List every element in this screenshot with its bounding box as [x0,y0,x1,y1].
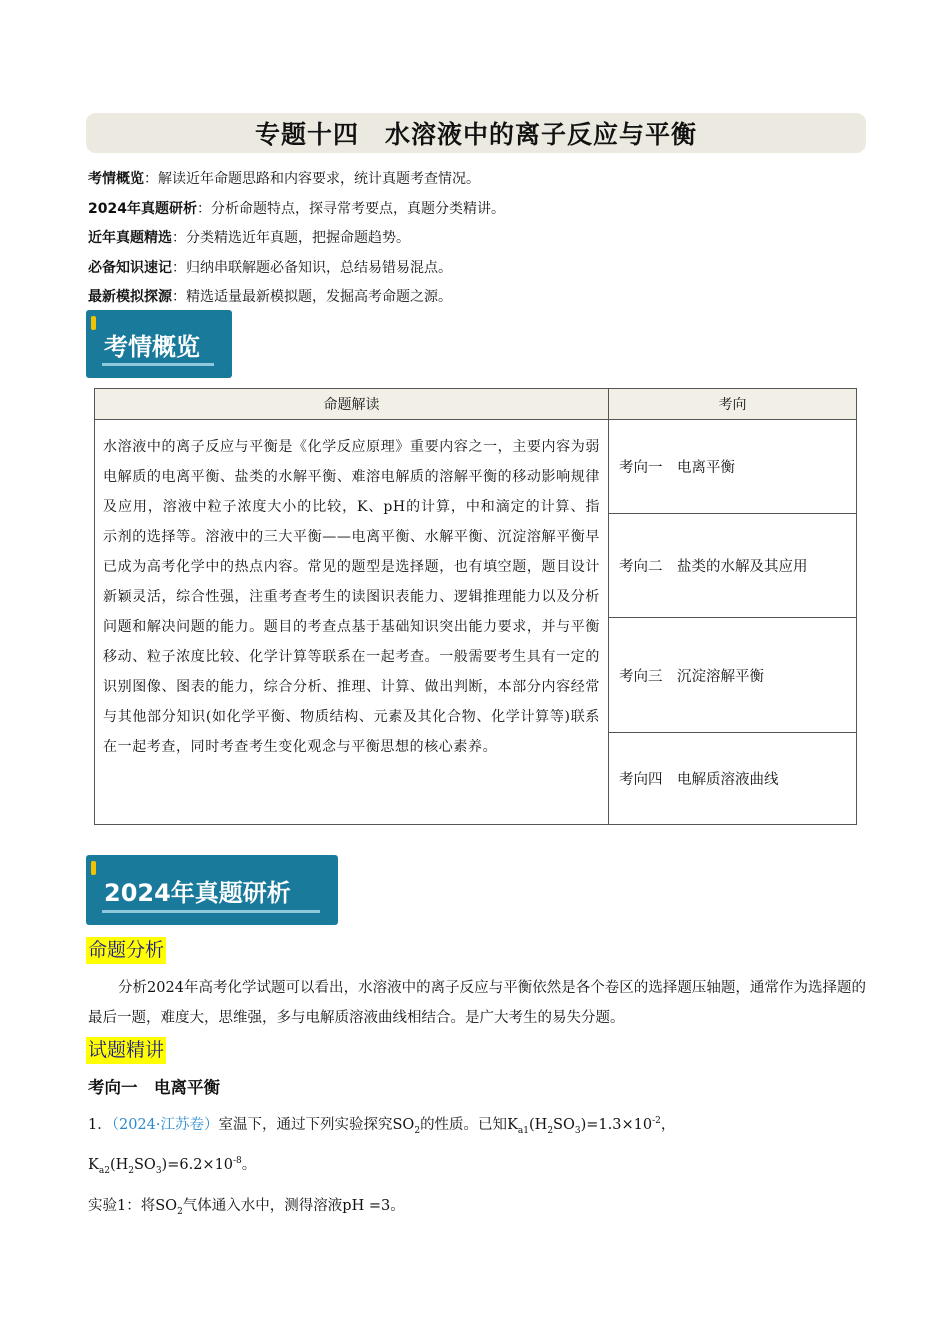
intro-item [88,165,868,195]
intro-item [88,224,868,254]
intro-label: 2024年真题研析 [88,200,197,217]
question-text: 的性质。已知 [420,1117,508,1133]
formula-text: SO [553,1117,575,1133]
subscript: a2 [98,1165,110,1176]
subscript: 2 [128,1165,134,1176]
analysis-tag: 命题分析 [86,937,166,964]
subscript: a1 [517,1125,529,1136]
intro-label: 必备知识速记 [88,259,172,276]
badge-accent [91,861,96,875]
subscript: 2 [414,1125,421,1136]
superscript: -8 [233,1156,242,1167]
formula-text: (H [529,1117,548,1133]
lecture-tag: 试题精讲 [86,1037,166,1064]
page-title: 专题十四 水溶液中的离子反应与平衡 [254,120,697,149]
direction-cell: 考向四 电解质溶液曲线 [609,733,857,825]
intro-item [88,195,868,225]
badge-label: 考情概览 [104,332,200,361]
punctuation: 。 [241,1157,257,1173]
analysis-paragraph: 分析2024年高考化学试题可以看出，水溶液中的离子反应与平衡依然是各个卷区的选择题压轴题，通常作为选择题的最后一题，难度大，思维强，多与电解质溶液曲线相结合。是广大考生的易失分题。 [88,980,866,1026]
subscript: 3 [574,1125,581,1136]
experiment-text: 实验1：将 [88,1198,156,1214]
subheading: 考向一 电离平衡 [88,1078,220,1097]
formula-text: SO [133,1157,156,1173]
experiment-1 [88,1194,405,1217]
intro-list [88,165,868,313]
subscript: 2 [177,1206,183,1217]
formula-text: (H [109,1157,129,1173]
intro-item [88,254,868,284]
intro-label: 近年真题精选 [88,230,172,246]
badge-accent [91,316,96,330]
direction-cell: 考向三 沉淀溶解平衡 [609,618,857,733]
badge-underline [102,363,214,366]
punctuation: ， [660,1117,676,1133]
experiment-text: 气体通入水中，测得溶液pH =3。 [182,1198,405,1214]
question-line-1 [88,1113,675,1136]
ka2-symbol: K [88,1157,99,1173]
intro-text: ：分析命题特点，探寻常考要点，真题分类精讲。 [196,200,505,217]
intro-text: ：解读近年命题思路和内容要求，统计真题考查情况。 [144,171,480,187]
ka1-symbol: K [507,1117,518,1133]
analysis-badge [86,855,338,925]
subscript: 2 [547,1125,554,1136]
question-source: （2024·江苏卷） [111,1117,219,1133]
overview-table [94,388,857,825]
subscript: 3 [155,1165,162,1176]
question-line-2 [88,1153,256,1176]
intro-text: ：分类精选近年真题，把握命题趋势。 [172,230,410,246]
formula-text: SO [155,1198,178,1214]
superscript: -2 [652,1116,661,1127]
intro-label: 最新模拟探源 [88,289,172,305]
question-number: 1． [88,1117,112,1133]
table-header: 考向 [609,389,857,420]
intro-item [88,283,868,313]
formula-value: )=6.2×10 [161,1157,234,1173]
table-description: 水溶液中的离子反应与平衡是《化学反应原理》重要内容之一，主要内容为弱电解质的电离平衡、盐类的水解平衡、难溶电解质的溶解平衡的移动影响规律及应用，溶液中粒子浓度大小的比较，K、pH的计算，中和滴定的计算、指示剂的选择等。溶液中的三大平衡——电离平衡、水解平衡、沉淀溶解平衡早已成为高考化学中的热点内容。常见的题型是选择题，也有填空题，题目设计新颖灵活，综合性强，注重考查考生的读图识表能力、逻辑推理能力以及分析问题和解决问题的能力。题目的考查点基于基础知识突出能力要求，并与平衡移动、粒子浓度比较、化学计算等联系在一起考查。一般需要考生具有一定的识别图像、图表的能力，综合分析、推理、计算、做出判断，本部分内容经常与其他部分知识(如化学平衡、物质结构、元素及其化合物、化学计算等)联系在一起考查，同时考查考生变化观念与平衡思想的核心素养。 [95,420,609,825]
direction-cell: 考向一 电离平衡 [609,420,857,514]
table-header: 命题解读 [95,389,609,420]
overview-badge [86,310,232,378]
badge-label: 2024年真题研析 [104,878,291,907]
intro-label: 考情概览 [88,171,144,187]
question-text: 室温下，通过下列实验探究SO [218,1117,415,1133]
title-banner [86,113,866,153]
intro-text: ：精选适量最新模拟题，发掘高考命题之源。 [172,289,452,305]
formula-value: )=1.3×10 [580,1117,653,1133]
direction-cell: 考向二 盐类的水解及其应用 [609,514,857,618]
badge-underline [102,910,320,913]
intro-text: ：归纳串联解题必备知识，总结易错易混点。 [172,259,452,276]
